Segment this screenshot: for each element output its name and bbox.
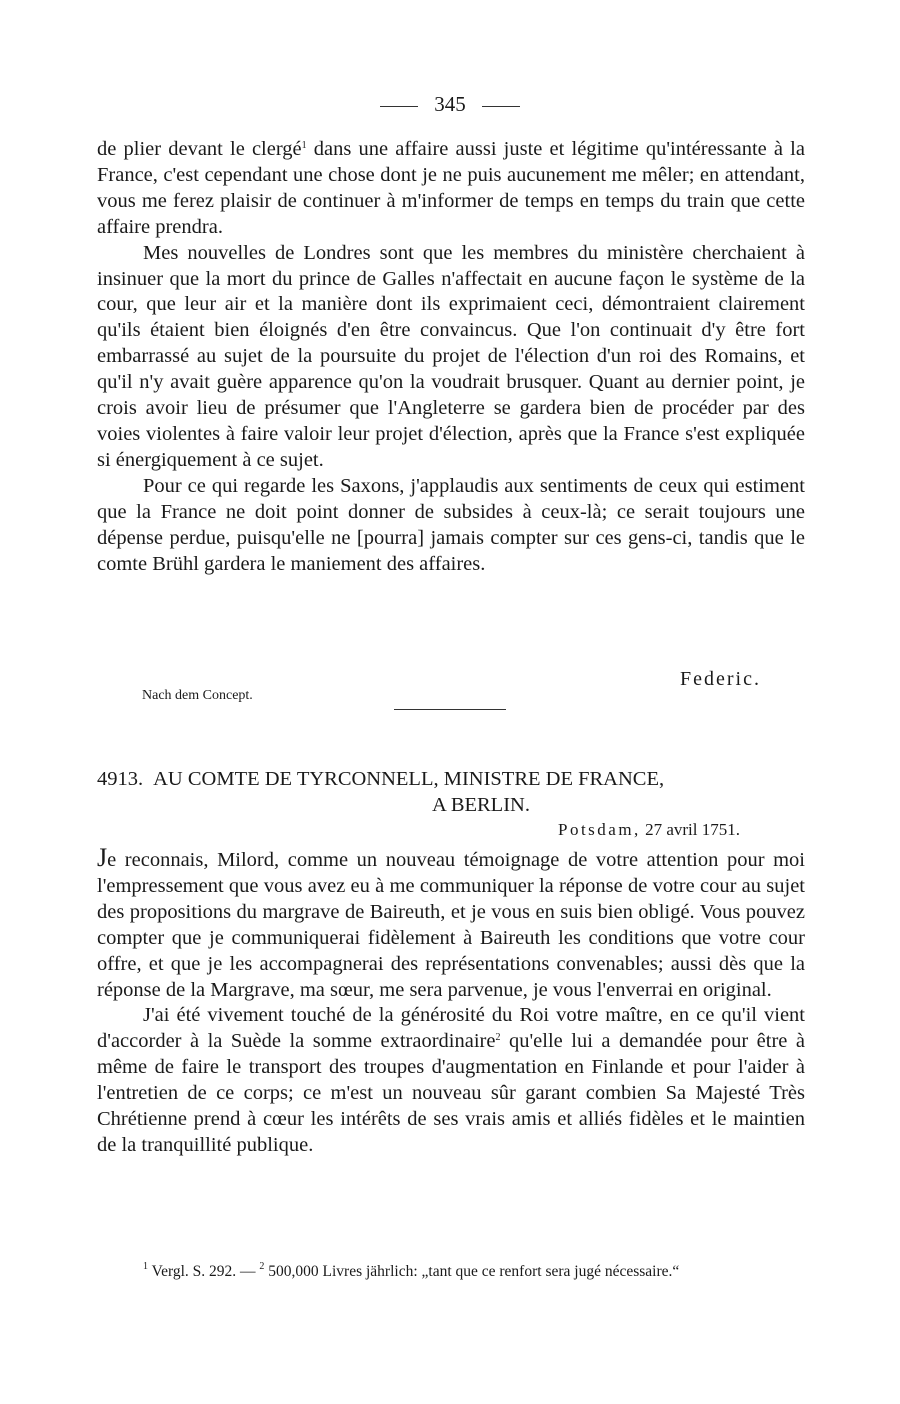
page-number: 345 xyxy=(434,92,466,116)
paragraph: Pour ce qui regarde les Saxons, j'applaudis aux sentiments de ceux qui estiment que la France ne doit point donner de subsides à ceux-là; ce serait toujours une dépense perdue, puisqu'elle ne [pourra] jamais compter sur ces gens-ci, tandis que le comte Brühl gardera le maniement des affaires. xyxy=(97,474,805,575)
letter-heading xyxy=(97,766,805,818)
source-note: Nach dem Concept. xyxy=(142,688,253,703)
signature: Federic. xyxy=(680,668,761,690)
paragraph-text: e reconnais, Milord, comme un nouveau témoignage de votre attention pour moi l'empressement que vous avez eu à me communiquer la réponse de votre cour au sujet des propositions du margrave de Baireuth, et je vous en suis bien obligé. Vous pouvez compter que je communiquerai fidèlement à Baireuth les conditions que votre cour offre, et que je les accompagnerai des représentations convenables; aussi dès que la réponse de la Margrave, ma sœur, me sera parvenue, je vous l'enverrai en original. xyxy=(97,849,805,1001)
paragraph: Mes nouvelles de Londres sont que les membres du ministère cherchaient à insinuer que la mort du prince de Galles n'affectait en aucune façon le système de la cour, que leur air et la manière dont ils exprimaient ceci, démontraient clairement qu'ils étaient bien éloignés d'en être convaincus. Que l'on continuait d'y être fort embarrassé au sujet de la poursuite du projet de l'élection d'un roi des Romains, et qu'il n'y avait guère apparence qu'on la voudrait brusquer. Quant au dernier point, je crois avoir lieu de présumer que l'Angleterre se gardera bien de procéder par des voies violentes à faire valoir leur projet d'élection, après que la France s'est expliquée si énergiquement à ce sujet. xyxy=(97,241,805,471)
continued-letter-body xyxy=(97,137,805,577)
paragraph xyxy=(97,1003,805,1158)
paragraph-text: de plier devant le clergé xyxy=(97,138,302,160)
letter-number: 4913. xyxy=(97,768,144,790)
paragraph-text: dans une affaire aussi juste et légitime qu'intéressante à la France, c'est cependant une chose dont je ne puis aucunement me mêler; en attendant, vous me ferez plaisir de continuer à m'informer de temps en temps du train que cette affaire prendra. xyxy=(97,138,805,238)
letter-date: 27 avril 1751. xyxy=(645,820,740,839)
paragraph-text: J'ai été vivement touché de la générosité du Roi votre maître, en ce qu'il vient d'accorder à la Suède la somme extraordinaire xyxy=(97,1004,805,1053)
footnote-marker: 1 xyxy=(301,140,307,151)
letter-place: Potsdam, xyxy=(558,820,641,839)
header-rule-left xyxy=(380,106,418,107)
drop-cap: J xyxy=(97,843,108,872)
page-header xyxy=(0,92,900,117)
footnote-marker: 2 xyxy=(495,1032,501,1044)
paragraph xyxy=(97,845,805,1003)
place-date xyxy=(558,820,740,840)
footnote-text: Vergl. S. 292. — xyxy=(148,1263,260,1280)
paragraph xyxy=(97,137,805,241)
footnote xyxy=(97,1261,805,1282)
heading-line-2: A BERLIN. xyxy=(432,794,530,816)
paragraph-text: qu'elle lui a demandée pour être à même de faire le transport des troupes d'augmentation en Finlande et pour l'aider à l'entretien de ce corps; ce m'est un nouveau sûr garant combien Sa Majesté Très Chrétienne prend à cœur les intérêts de ses vrais amis et alliés fidèles et le maintien de la tranquillité publique. xyxy=(97,1030,805,1156)
footnotes xyxy=(97,1261,805,1282)
letter-body xyxy=(97,845,805,1159)
footnote-number: 2 xyxy=(259,1261,265,1272)
header-rule-right xyxy=(482,106,520,107)
footnote-text: 500,000 Livres jährlich: „tant que ce renfort sera jugé nécessaire.“ xyxy=(264,1263,680,1280)
section-divider xyxy=(394,709,506,710)
footnote-number: 1 xyxy=(143,1261,148,1272)
heading-line-1: AU COMTE DE TYRCONNELL, MINISTRE DE FRANCE, xyxy=(153,768,665,790)
